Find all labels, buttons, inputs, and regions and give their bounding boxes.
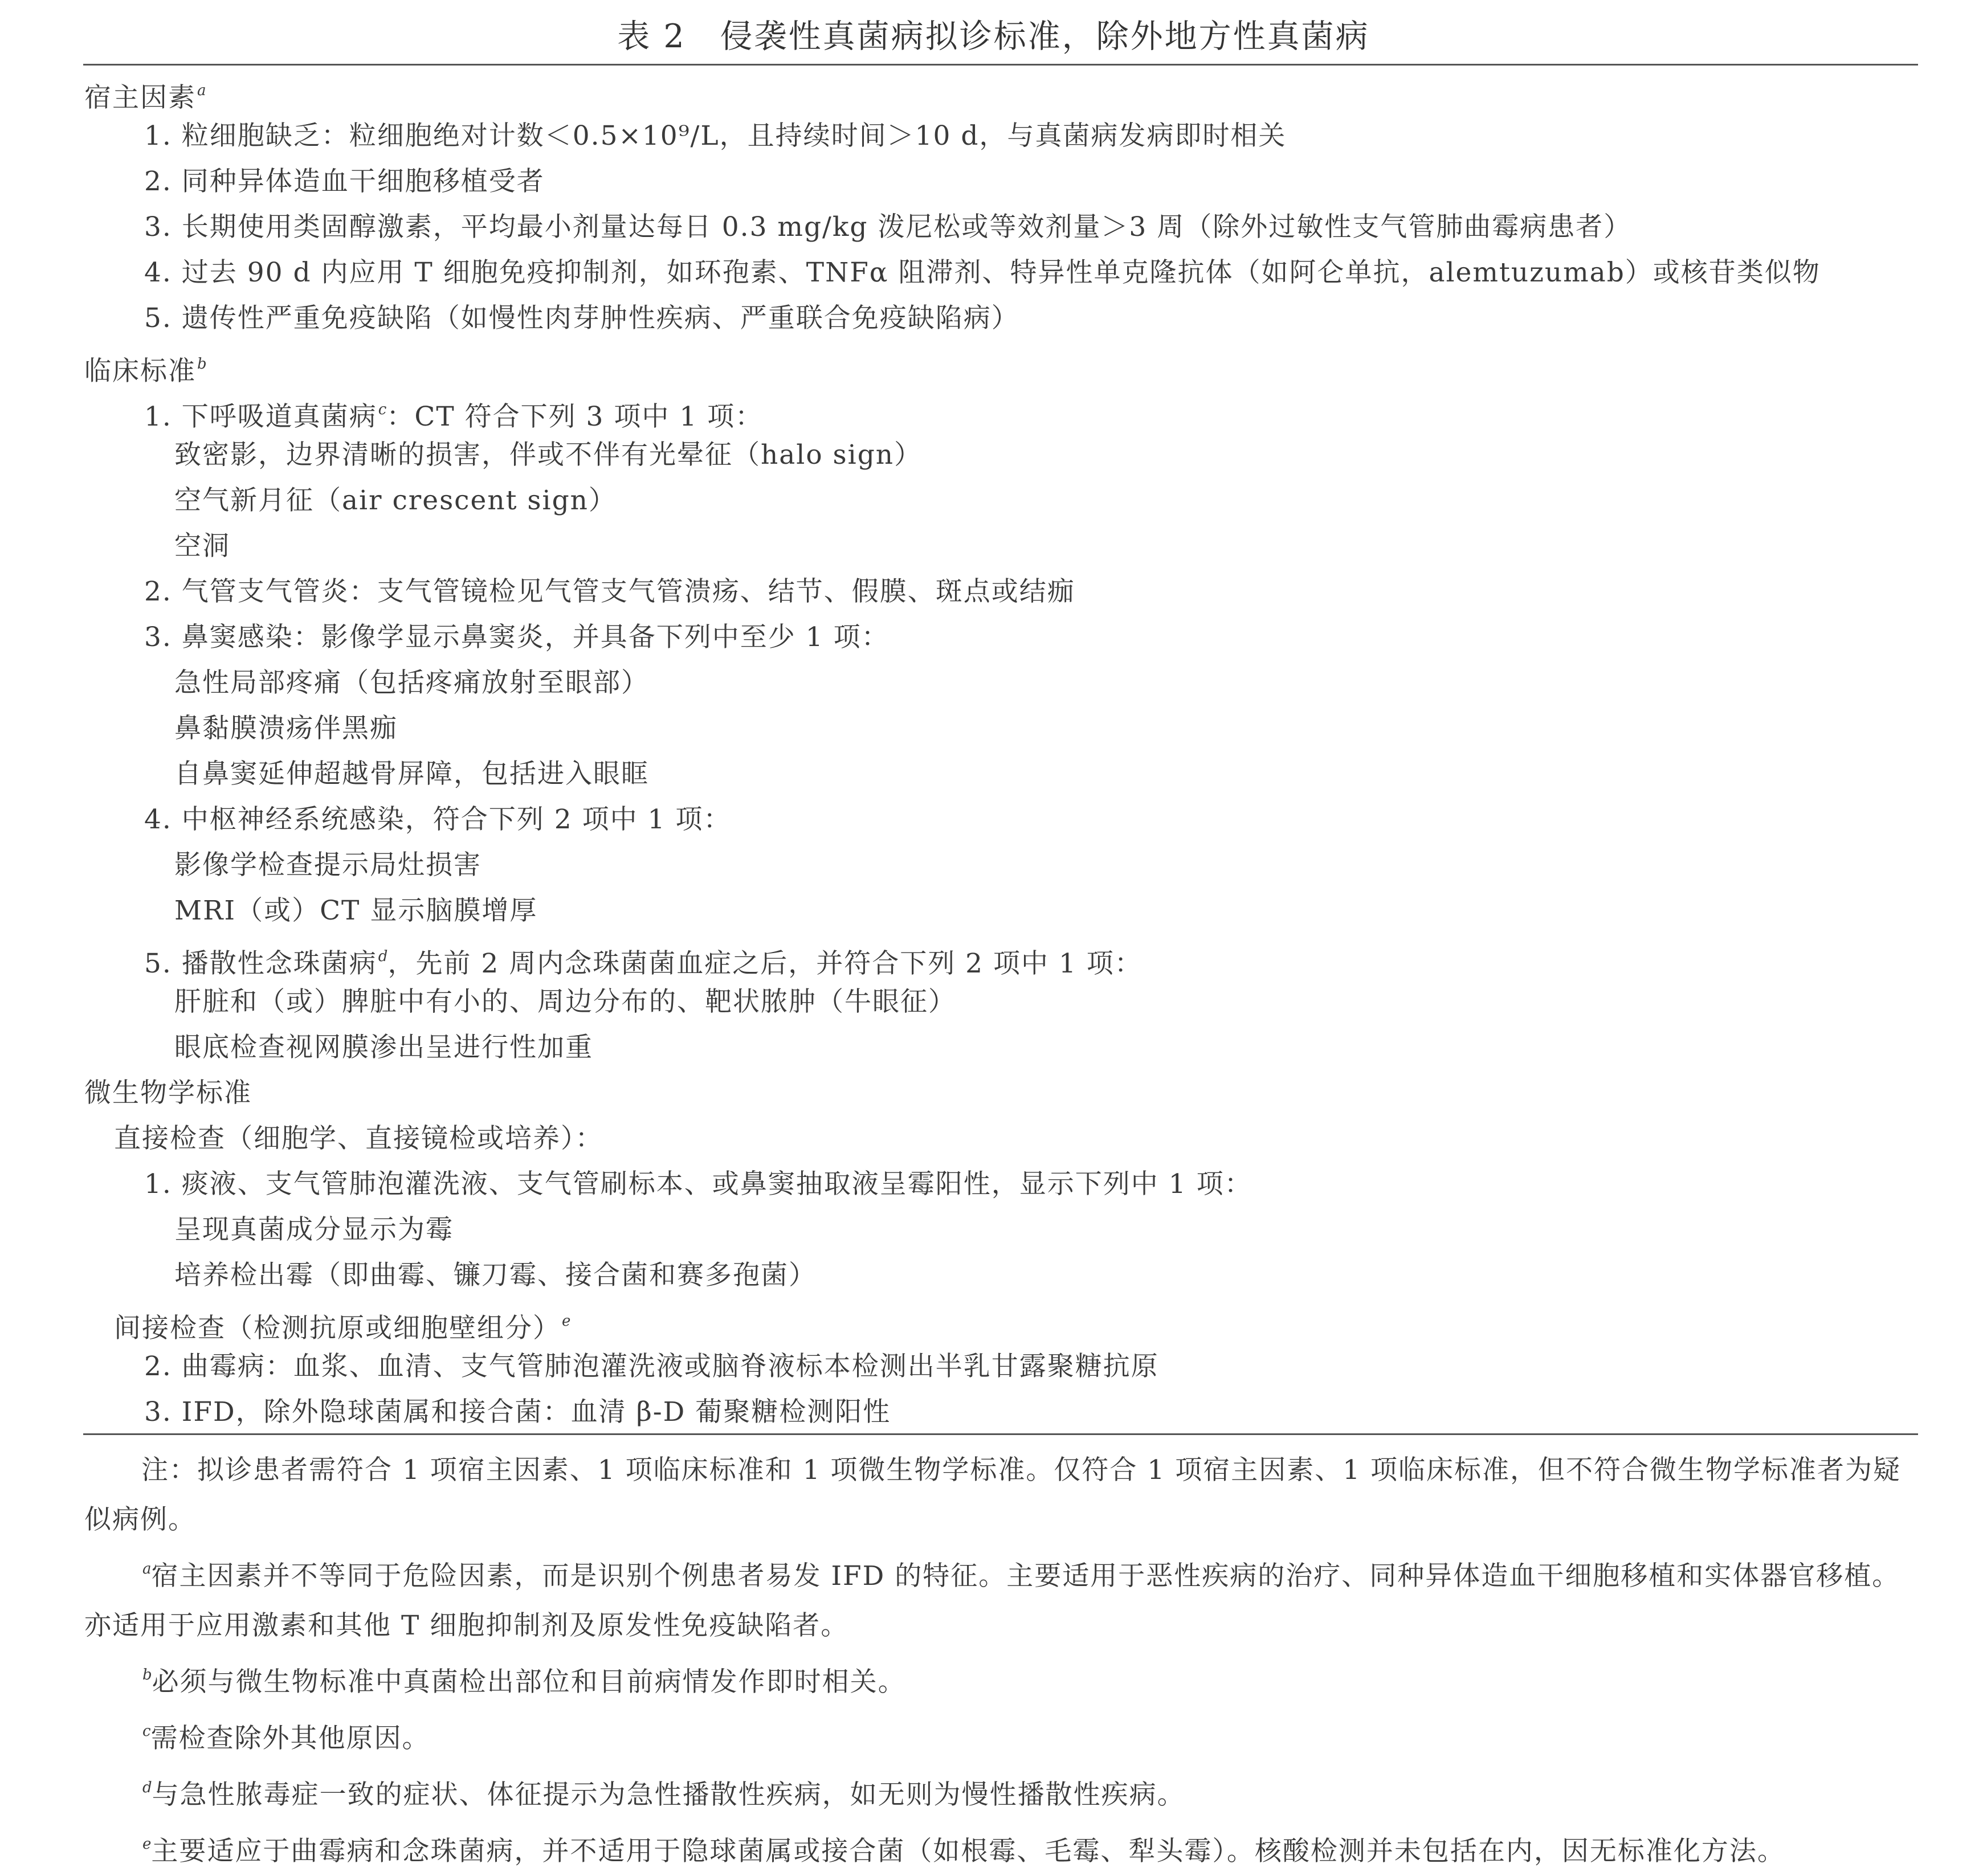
clinical-item-1-sub: 致密影，边界清晰的损害，伴或不伴有光晕征（halo sign） <box>174 439 923 471</box>
micro-item-3: 3. IFD，除外隐球菌属和接合菌：血清 β-D 葡聚糖检测阳性 <box>144 1396 891 1428</box>
clinical-item-3-sub: 急性局部疼痛（包括疼痛放射至眼部） <box>174 667 649 698</box>
host-item-2: 2. 同种异体造血干细胞移植受者 <box>144 166 545 197</box>
footnote-d: $^d$与急性脓毒症一致的症状、体征提示为急性播散性疾病，如无则为慢性播散性疾病。 <box>142 1779 1185 1810</box>
section-heading-host: 宿主因素$^a$ <box>84 82 206 113</box>
footnote-e: $^e$主要适应于曲霉病和念珠菌病，并不适用于隐球菌属或接合菌（如根霉、毛霉、犁头霉）。核酸检测并未包括在内，因无标准化方法。 <box>142 1836 1785 1867</box>
clinical-item-4-sub: 影像学检查提示局灶损害 <box>174 849 482 881</box>
clinical-item-5-sub: 眼底检查视网膜渗出呈进行性加重 <box>174 1032 593 1063</box>
clinical-item-5: 5. 播散性念珠菌病$^d$，先前 2 周内念珠菌菌血症之后，并符合下列 2 项中 1 项： <box>144 948 1143 979</box>
clinical-item-1: 1. 下呼吸道真菌病$^c$：CT 符合下列 3 项中 1 项： <box>144 401 764 432</box>
bottom-rule <box>83 1433 1918 1435</box>
clinical-item-1-sub: 空洞 <box>174 530 230 562</box>
clinical-item-4: 4. 中枢神经系统感染，符合下列 2 项中 1 项： <box>144 804 732 835</box>
table-title: 表 2 侵袭性真菌病拟诊标准，除外地方性真菌病 <box>617 18 1370 55</box>
host-item-1: 1. 粒细胞缺乏：粒细胞绝对计数＜0.5×10⁹/L，且持续时间＞10 d，与真菌病发病即时相关 <box>144 120 1287 152</box>
footnote-mark-d: d <box>378 948 388 965</box>
micro-indirect-heading: 间接检查（检测抗原或细胞壁组分）$^e$ <box>114 1313 571 1344</box>
footnote-c: $^c$需检查除外其他原因。 <box>142 1723 430 1754</box>
footnote-b: $^b$必须与微生物标准中真菌检出部位和目前病情发作即时相关。 <box>142 1666 906 1698</box>
micro-item-1-sub: 培养检出霉（即曲霉、镰刀霉、接合菌和赛多孢菌） <box>174 1260 817 1291</box>
clinical-item-1-sub: 空气新月征（air crescent sign） <box>174 485 617 516</box>
table-notes <box>84 1445 1919 1876</box>
host-item-5: 5. 遗传性严重免疫缺陷（如慢性肉芽肿性疾病、严重联合免疫缺陷病） <box>144 303 1019 334</box>
clinical-item-3-sub: 鼻黏膜溃疡伴黑痂 <box>174 713 398 744</box>
clinical-item-2: 2. 气管支气管炎：支气管镜检见气管支气管溃疡、结节、假膜、斑点或结痂 <box>144 576 1075 607</box>
clinical-item-5-sub: 肝脏和（或）脾脏中有小的、周边分布的、靶状脓肿（牛眼征） <box>174 986 956 1017</box>
clinical-item-3: 3. 鼻窦感染：影像学显示鼻窦炎，并具备下列中至少 1 项： <box>144 622 890 653</box>
micro-direct-heading: 直接检查（细胞学、直接镜检或培养）： <box>114 1123 603 1154</box>
micro-item-1-sub: 呈现真菌成分显示为霉 <box>174 1214 454 1245</box>
clinical-item-4-sub: MRI（或）CT 显示脑膜增厚 <box>174 895 538 926</box>
footnote-mark-e: e <box>562 1313 571 1330</box>
micro-item-2: 2. 曲霉病：血浆、血清、支气管肺泡灌洗液或脑脊液标本检测出半乳甘露聚糖抗原 <box>144 1351 1159 1382</box>
section-heading-micro: 微生物学标准 <box>84 1077 252 1109</box>
note-main: 注：拟诊患者需符合 1 项宿主因素、1 项临床标准和 1 项微生物学标准。仅符合 1 项宿主因素、1 项临床标准，但不符合微生物学标准者为疑似病例。 <box>84 1454 1902 1535</box>
host-item-3: 3. 长期使用类固醇激素，平均最小剂量达每日 0.3 mg/kg 泼尼松或等效剂量＞3 周（除外过敏性支气管肺曲霉病患者） <box>144 211 1632 243</box>
micro-item-1: 1. 痰液、支气管肺泡灌洗液、支气管刷标本、或鼻窦抽取液呈霉阳性，显示下列中 1 项： <box>144 1168 1252 1200</box>
footnote-mark-c: c <box>378 401 387 418</box>
footnote-a: $^a$宿主因素并不等同于危险因素，而是识别个例患者易发 IFD 的特征。主要适用于恶性疾病的治疗、同种异体造血干细胞移植和实体器官移植。亦适用于应用激素和其他 T 细胞抑制剂及原发性免疫缺陷者。 <box>84 1560 1900 1641</box>
footnote-mark-b: b <box>197 355 207 373</box>
top-rule <box>83 64 1918 66</box>
host-item-4: 4. 过去 90 d 内应用 T 细胞免疫抑制剂，如环孢素、TNFα 阻滞剂、特异性单克隆抗体（如阿仑单抗，alemtuzumab）或核苷类似物 <box>144 257 1821 288</box>
section-heading-clinical: 临床标准$^b$ <box>84 355 207 387</box>
footnote-mark-a: a <box>197 82 206 99</box>
clinical-item-3-sub: 自鼻窦延伸超越骨屏障，包括进入眼眶 <box>174 758 649 790</box>
